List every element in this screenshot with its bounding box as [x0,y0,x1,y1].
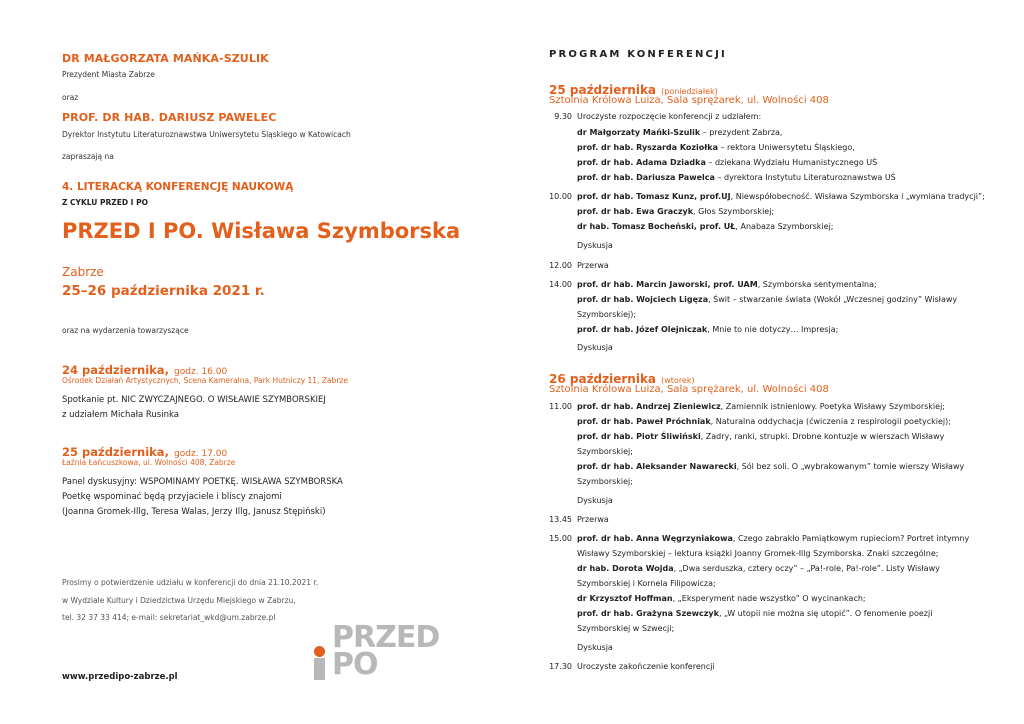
time-label: 10.00 [549,192,572,201]
event-2-line-1: Panel dyskusyjny: WSPOMINAMY POETKĘ. WISŁAWA SZYMBORSKA [62,477,343,487]
closing-item: Uroczyste zakończenie konferencji [577,662,715,671]
program-item-cont: Szymborskiej w Szwecji; [577,624,675,633]
event-2-time: godz. 17.00 [174,449,228,459]
event-1-date: 24 października, [62,363,169,377]
logo-przed-text: PRZED [332,620,440,655]
day-2-venue: Sztolnia Królowa Luiza, Sala sprężarek, ul. Wolności 408 [549,384,829,395]
oraz-text: oraz [62,93,79,102]
discussion-label: Dyskusja [577,343,613,352]
event-1-line-2: z udziałem Michała Rusinka [62,410,179,420]
program-header: PROGRAM KONFERENCJI [549,49,727,60]
invite-text: zapraszają na [62,152,114,161]
cycle-name: Z CYKLU PRZED I PO [62,198,148,207]
przed-i-po-logo [308,620,458,682]
host-2-name: PROF. DR HAB. DARIUSZ PAWELEC [62,111,277,124]
program-item-cont: Szymborskiej); [577,310,637,319]
discussion-label: Dyskusja [577,643,613,652]
logo-dot-icon [314,646,325,657]
program-item-cont: Szymborskiej i Kornela Filipowicza; [577,579,716,588]
program-item: prof. dr hab. Józef Olejniczak, Mnie to nie dotyczy… Impresja; [577,325,839,334]
day-1-weekday: (poniedziałek) [661,87,718,96]
day-2-date: 26 października [549,372,657,386]
event-2-date: 25 października, [62,445,169,459]
day-2-weekday: (wtorek) [661,376,695,385]
time-label: 9.30 [554,112,572,121]
time-label: 11.00 [549,402,572,411]
time-label: 13.45 [549,515,572,524]
event-1-line-1: Spotkanie pt. NIC ZWYCZAJNEGO. O WISŁAWIE SZYMBORSKIEJ [62,395,326,405]
break-label: Przerwa [577,515,609,524]
program-item-cont: Wisławy Szymborskiej – lektura książki Joanny Gromek-Illg Szymborska. Znaki szczególne; [577,549,939,558]
discussion-label: Dyskusja [577,241,613,250]
program-item: Uroczyste rozpoczęcie konferencji z udziałem: [577,112,762,121]
city: Zabrze [62,265,104,279]
conference-name: 4. LITERACKĄ KONFERENCJĘ NAUKOWĄ [62,181,294,193]
program-item: prof. dr hab. Wojciech Ligęza, Świt – stwarzanie świata (Wokół „Wczesnej godziny” Wisławy [577,295,958,304]
discussion-label: Dyskusja [577,496,613,505]
program-item: prof. dr hab. Dariusza Pawelca – dyrektora Instytutu Literaturoznawstwa UŚ [577,173,896,182]
program-item: prof. dr hab. Paweł Próchniak, Naturalna oddychacja (ćwiczenia z respirologii poetyckiej); [577,417,951,426]
logo-i-bar [314,658,325,680]
event-2-line-2: Poetkę wspominać będą przyjaciele i bliscy znajomi [62,492,282,502]
event-1-place: Ośrodek Działań Artystycznych, Scena Kameralna, Park Hutniczy 11, Zabrze [62,376,348,385]
program-item: dr Krzysztof Hoffman, „Eksperyment nade wszystko” O wycinankach; [577,594,866,603]
conference-dates: 25–26 października 2021 r. [62,283,265,299]
program-item: prof. dr hab. Grażyna Szewczyk, „W utopii nie można się utopić”. O fenomenie poezji [577,609,933,618]
website-link[interactable]: www.przedipo-zabrze.pl [62,672,178,682]
program-item: prof. dr hab. Aleksander Nawarecki, Sól bez soli. O „wybrakowanym” tomie wierszy Wisławy [577,462,965,471]
event-1-time: godz. 16.00 [174,367,228,377]
logo-po-text: PO [332,647,378,682]
time-label: 17.30 [549,662,572,671]
program-item: prof. dr hab. Andrzej Zieniewicz, Zamiennik istnieniowy. Poetyka Wisławy Szymborskiej; [577,402,945,411]
time-label: 12.00 [549,261,572,270]
program-item: prof. dr hab. Adama Dziadka – dziekana Wydziału Humanistycznego UŚ [577,158,878,167]
program-item-cont: Szymborskiej; [577,477,633,486]
time-label: 14.00 [549,280,572,289]
program-item-cont: Szymborskiej; [577,447,633,456]
break-label: Przerwa [577,261,609,270]
host-2-title: Dyrektor Instytutu Literaturoznawstwa Uniwersytetu Śląskiego w Katowicach [62,130,351,139]
main-title: PRZED I PO. Wisława Szymborska [62,219,461,243]
event-2-line-3: (Joanna Gromek-Illg, Teresa Walas, Jerzy Illg, Janusz Stępiński) [62,507,326,517]
program-item: dr hab. Dorota Wojda, „Dwa serduszka, cztery oczy” – „Pa!-role, Pa!-role”. Listy Wisławy [577,564,940,573]
program-item: prof. dr hab. Piotr Śliwiński, Zadry, ranki, strupki. Drobne kontuzje w wierszach Wisławy [577,432,945,441]
program-item: prof. dr hab. Tomasz Kunz, prof.UJ, Niewspółobecność. Wisława Szymborska i „wymiana tradycji”; [577,192,985,201]
event-2-place: Łaźnia Łańcuszkowa, ul. Wolności 408, Zabrze [62,458,236,467]
rsvp-line-3: tel. 32 37 33 414; e-mail: sekretariat_wkd@um.zabrze.pl [62,613,276,622]
program-item: dr Małgorzaty Mańki-Szulik – prezydent Zabrza, [577,128,783,137]
day-1-date: 25 października [549,83,657,97]
program-item: prof. dr hab. Anna Węgrzyniakowa, Czego zabrakło Pamiątkowym rupieciom? Portret intymny [577,534,970,543]
host-1-name: DR MAŁGORZATA MAŃKA-SZULIK [62,52,269,65]
program-item: dr hab. Tomasz Bocheński, prof. UŁ, Anabaza Szymborskiej; [577,222,834,231]
events-intro: oraz na wydarzenia towarzyszące [62,326,189,335]
rsvp-line-2: w Wydziale Kultury i Dziedzictwa Urzędu Miejskiego w Zabrzu, [62,596,296,605]
program-item: prof. dr hab. Ryszarda Koziołka – rektora Uniwersytetu Śląskiego, [577,143,855,152]
host-1-title: Prezydent Miasta Zabrze [62,70,155,79]
rsvp-line-1: Prosimy o potwierdzenie udziału w konferencji do dnia 21.10.2021 r. [62,578,319,587]
program-item: prof. dr hab. Ewa Graczyk, Głos Szymborskiej; [577,207,775,216]
program-item: prof. dr hab. Marcin Jaworski, prof. UAM, Szymborska sentymentalna; [577,280,877,289]
time-label: 15.00 [549,534,572,543]
day-1-venue: Sztolnia Królowa Luiza, Sala sprężarek, ul. Wolności 408 [549,95,829,106]
